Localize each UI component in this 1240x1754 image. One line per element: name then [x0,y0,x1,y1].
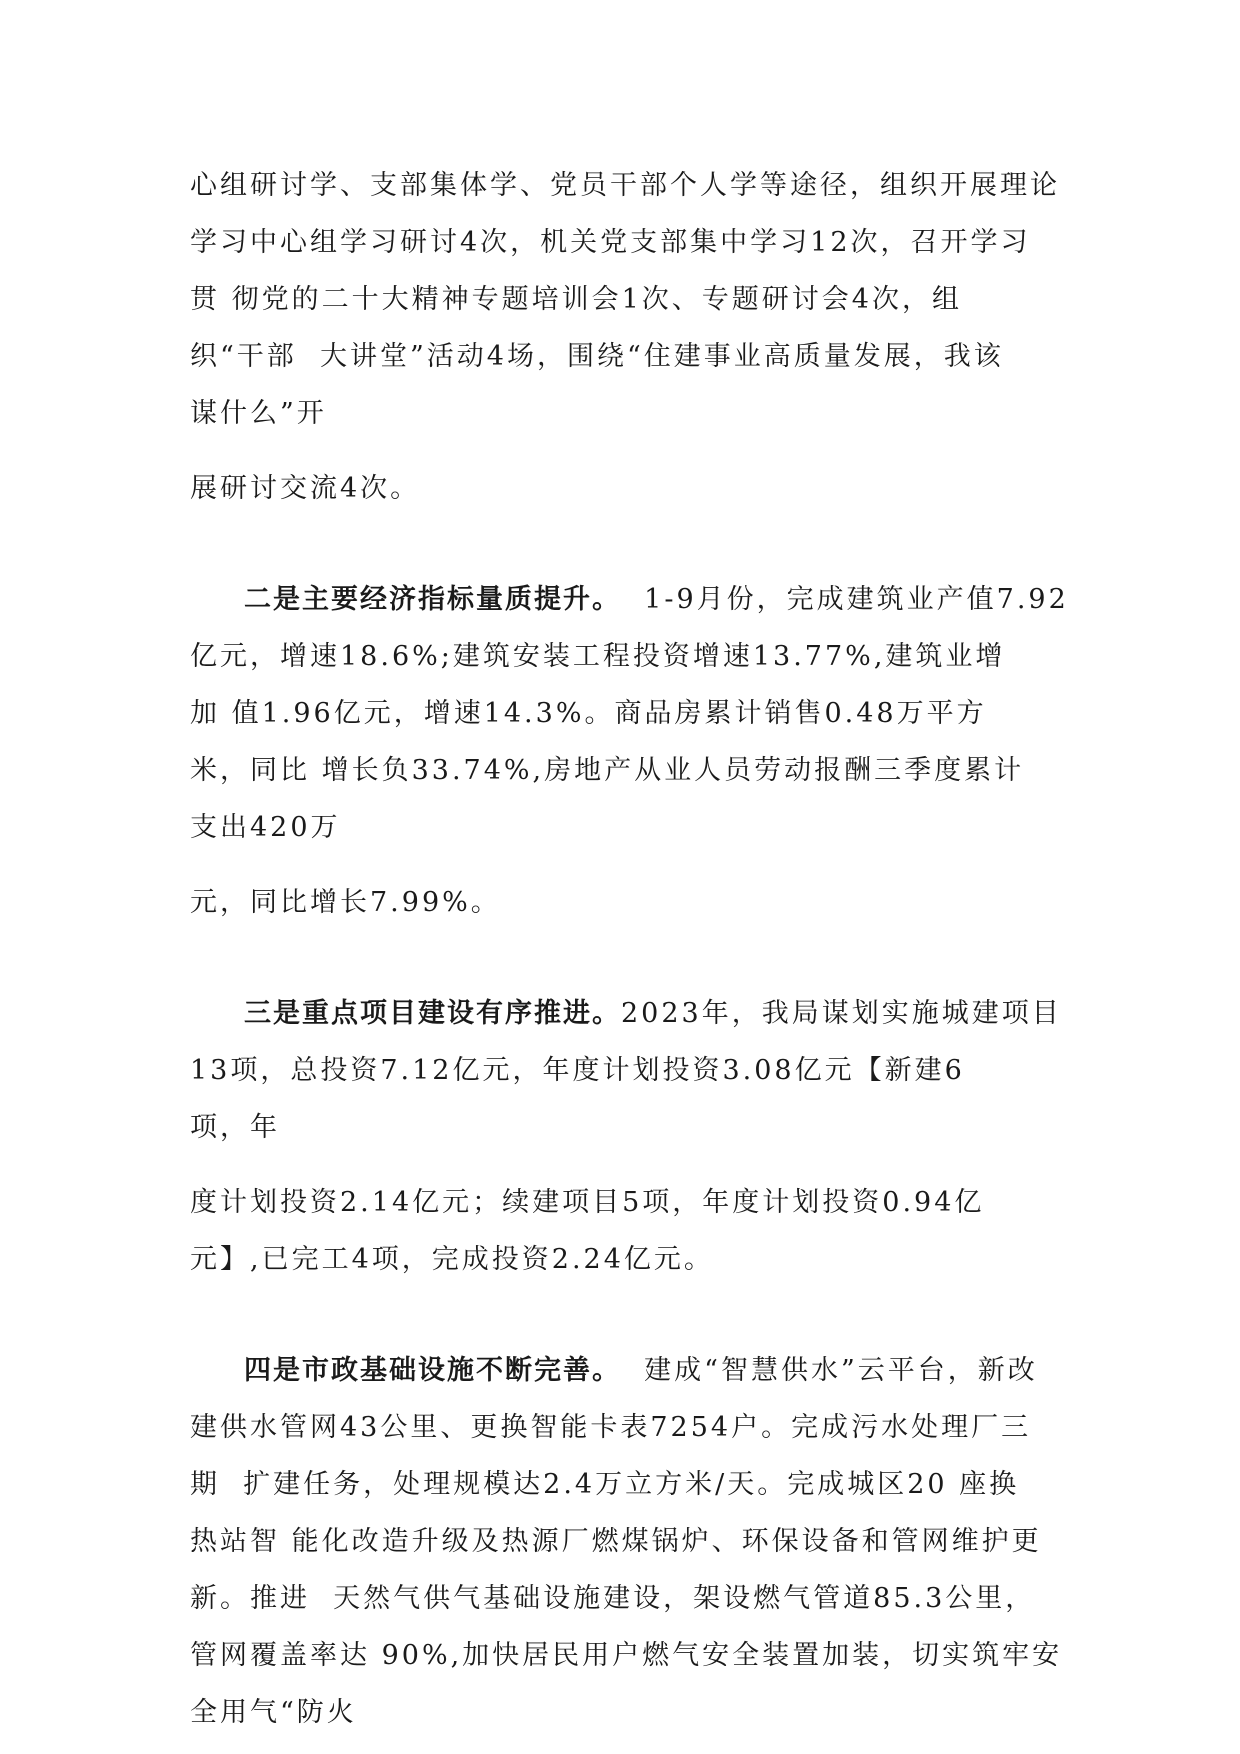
section3-first-text: 2023年，我局谋划实施城建项目 [621,998,1062,1029]
text-line: 心组研讨学、支部集体学、党员干部个人学等途径，组织开展理论 [190,170,1060,201]
section2-heading: 二是主要经济指标量质提升。 [244,584,621,615]
text-line: 管网覆盖率达 90%,加快居民用户燃气安全装置加装，切实筑牢安 [190,1640,1063,1671]
text-line: 热站智 能化改造升级及热源厂燃煤锅炉、环保设备和管网维护更 [190,1526,1042,1557]
text-line: 元，同比增长7.99%。 [190,887,501,918]
section3-heading: 三是重点项目建设有序推进。 [244,998,621,1029]
text-line: 展研讨交流4次。 [190,473,421,504]
text-line: 织“干部 大讲堂”活动4场，围绕“住建事业高质量发展，我该 [190,341,1004,372]
text-line: 13项，总投资7.12亿元，年度计划投资3.08亿元【新建6 [190,1055,965,1086]
section2-first-line [244,582,1069,618]
text-line: 度计划投资2.14亿元；续建项目5项，年度计划投资0.94亿 [190,1187,985,1218]
text-line: 项，年 [190,1112,280,1143]
text-line: 元】,已完工4项，完成投资2.24亿元。 [190,1244,714,1275]
section4-heading: 四是市政基础设施不断完善。 [244,1355,621,1386]
text-line: 期 扩建任务，处理规模达2.4万立方米/天。完成城区20 座换 [190,1469,1020,1500]
text-line: 支出420万 [190,812,341,843]
section2-first-text: 1-9月份，完成建筑业产值7.92 [621,584,1069,615]
text-line: 米，同比 增长负33.74%,房地产从业人员劳动报酬三季度累计 [190,755,1025,786]
section3-first-line [244,996,1062,1032]
text-line: 贯 彻党的二十大精神专题培训会1次、专题研讨会4次，组 [190,284,962,315]
text-line: 建供水管网43公里、更换智能卡表7254户。完成污水处理厂三 [190,1412,1032,1443]
text-line: 谋什么”开 [190,398,327,429]
text-line: 亿元，增速18.6%;建筑安装工程投资增速13.77%,建筑业增 [190,641,1006,672]
section4-first-line [244,1353,1038,1389]
text-line: 加 值1.96亿元，增速14.3%。商品房累计销售0.48万平方 [190,698,987,729]
text-line: 全用气“防火 [190,1697,357,1728]
text-line: 新。推进 天然气供气基础设施建设，架设燃气管道85.3公里， [190,1583,1036,1614]
section4-first-text: 建成“智慧供水”云平台，新改 [621,1355,1038,1386]
text-line: 学习中心组学习研讨4次，机关党支部集中学习12次，召开学习 [190,227,1031,258]
